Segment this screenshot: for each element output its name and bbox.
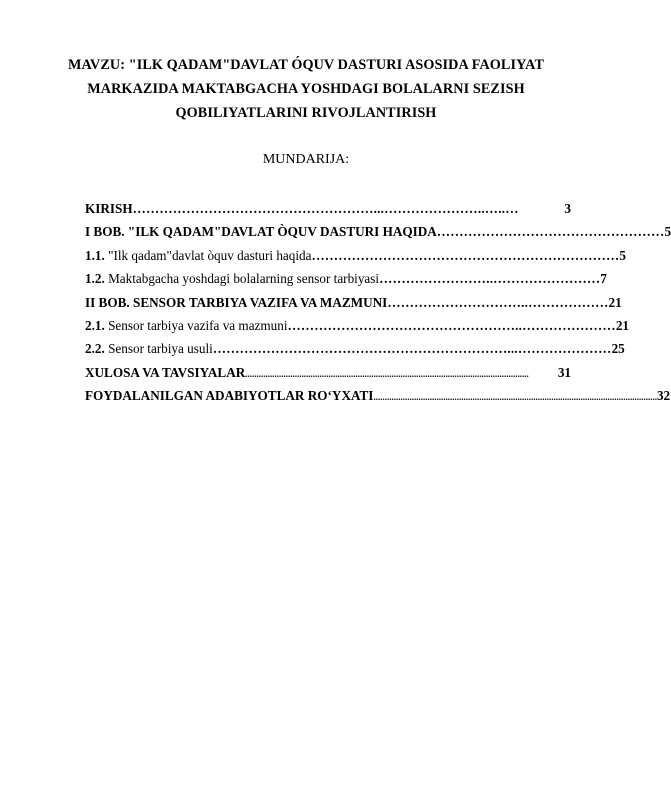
toc-entry-label: Sensor tarbiya vazifa va mazmuni — [104, 317, 288, 333]
toc-entry-label: FOYDALANILGAN ADABIYOTLAR ROʻYXATI — [85, 388, 374, 404]
table-of-contents — [85, 201, 671, 412]
toc-page-number: 5 — [619, 247, 626, 263]
title-line: QOBILIYATLARINI RIVOJLANTIRISH — [175, 105, 437, 121]
toc-entry-label: Sensor tarbiya usuli — [104, 341, 213, 357]
toc-page-number: 21 — [615, 317, 629, 333]
toc-entry-label: I BOB. "ILK QADAM"DAVLAT ÒQUV DASTURI HAQIDA — [85, 224, 437, 240]
toc-section-number: 1.1. — [85, 247, 105, 263]
toc-entry-chapter-1 — [85, 224, 671, 247]
toc-entry-kirish — [85, 201, 571, 224]
toc-entry-label: "Ilk qadam"davlat òquv dasturi haqida — [104, 247, 312, 263]
toc-entry-label: XULOSA VA TAVSIYALAR — [85, 364, 246, 380]
toc-entry-references — [85, 388, 671, 411]
toc-page-number: 32 — [656, 388, 671, 404]
toc-section-number: 2.1. — [85, 317, 105, 333]
toc-leader: …………………………………………… — [436, 224, 665, 240]
contents-heading: MUNDARIJA: — [262, 152, 350, 167]
toc-page-number: 5 — [664, 224, 671, 240]
toc-entry-label: Maktabgacha yoshdagi bolalarning sensor tarbiyasi — [104, 271, 380, 287]
toc-entry-label: KIRISH — [85, 201, 133, 216]
toc-entry-section-2-2 — [85, 341, 625, 364]
toc-entry-label: II BOB. SENSOR TARBIYA VAZIFA VA MAZMUNI — [85, 294, 388, 310]
document-title — [60, 53, 552, 125]
title-line: MAVZU: "ILK QADAM"DAVLAT ÓQUV DASTURI ASOSIDA FAOLIYAT — [67, 57, 545, 73]
toc-entry-section-2-1 — [85, 317, 629, 341]
title-line: MARKAZIDA MAKTABGACHA YOSHDAGI BOLALARNI SEZISH — [87, 81, 525, 97]
toc-page-number: 7 — [600, 271, 607, 287]
toc-leader: ………………………………………………...…………………..…..… — [132, 201, 519, 216]
toc-leader: …………………………………………………………...………………… — [212, 341, 612, 357]
toc-leader: ……………………………………………..………………… — [287, 317, 616, 333]
toc-section-number: 2.2. — [85, 341, 105, 357]
toc-entry-section-1-1 — [85, 247, 626, 271]
toc-page-number: 3 — [564, 201, 571, 216]
toc-entry-section-1-2 — [85, 271, 607, 294]
toc-section-number: 1.2. — [85, 271, 105, 287]
toc-leader: …………………………………………………………… — [311, 247, 620, 263]
toc-page-number: 21 — [608, 294, 622, 310]
toc-page-number: 31 — [557, 364, 571, 380]
toc-entry-chapter-2 — [85, 294, 622, 318]
toc-leader: .............................................................................................................................. — [245, 368, 529, 379]
toc-entry-conclusion — [85, 365, 571, 388]
toc-page-number: 25 — [611, 341, 625, 357]
toc-leader: .............................................................................................................................. — [373, 392, 657, 403]
toc-leader: ……………………..…………………… — [379, 271, 601, 287]
toc-leader: …………………………..……………… — [387, 294, 609, 310]
